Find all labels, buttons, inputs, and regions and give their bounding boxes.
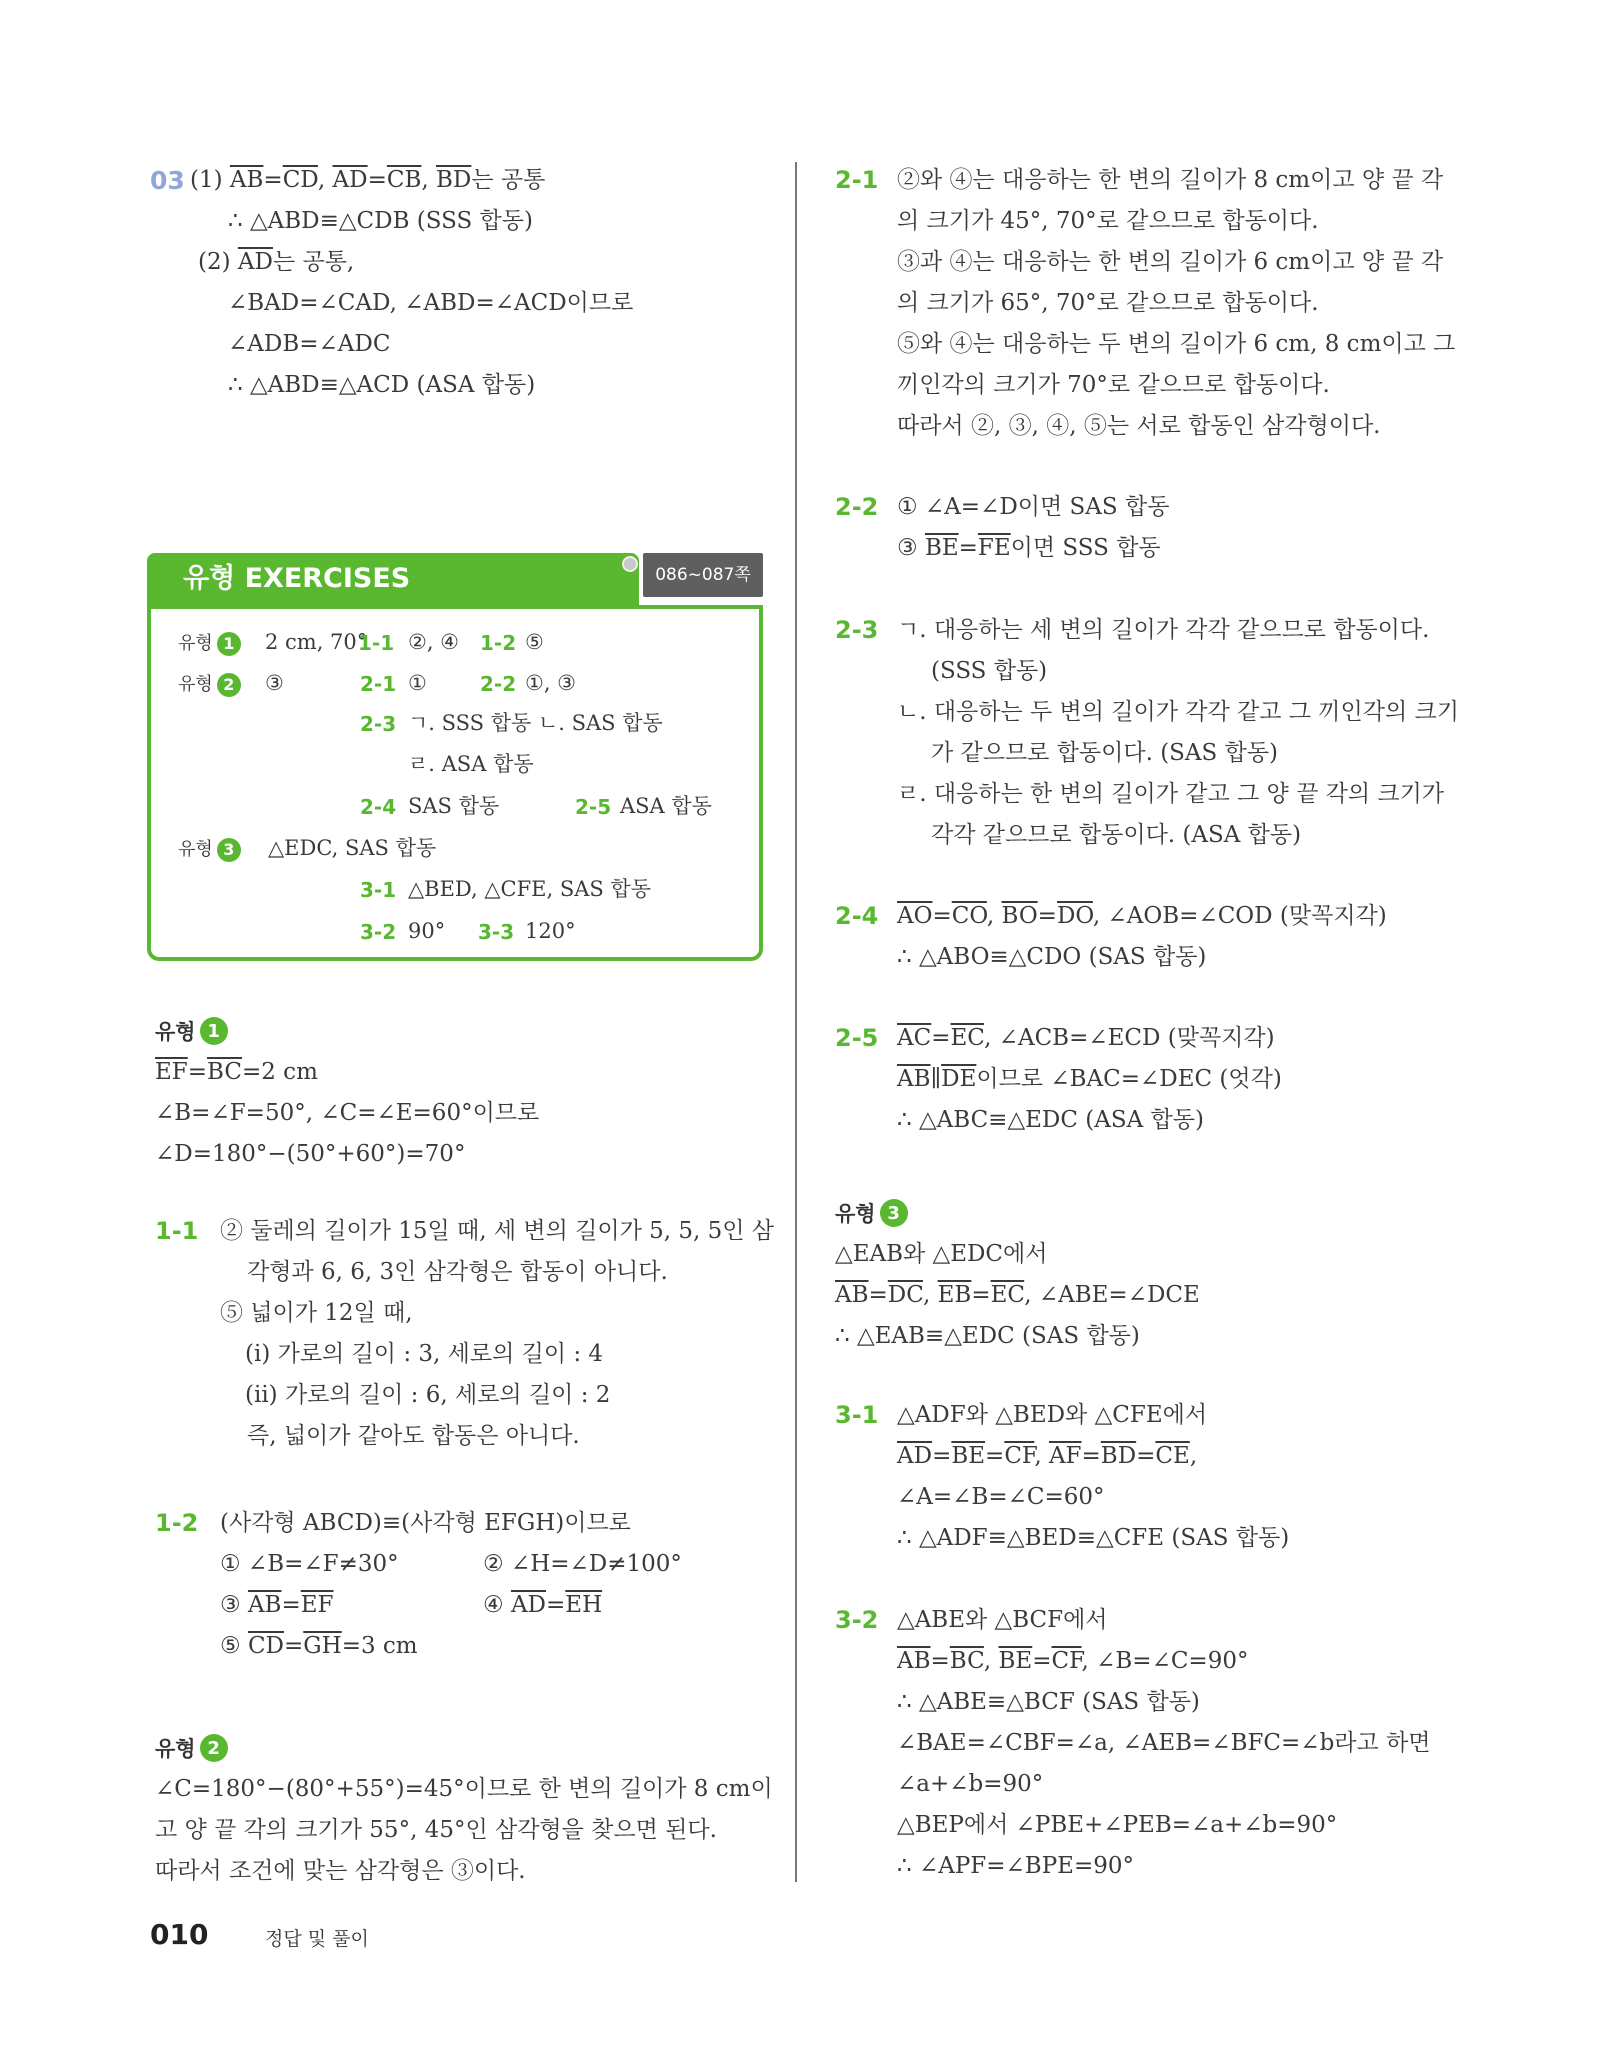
segment: $\overline{BD}$: [436, 167, 472, 193]
segment: $\overline{AC}$: [897, 1025, 932, 1051]
pin-icon: [622, 556, 638, 572]
answer: ②, ④: [408, 630, 460, 654]
text: =2 cm: [241, 1059, 318, 1085]
answer: ①, ③: [525, 671, 577, 695]
part-1-label: (1): [190, 167, 223, 193]
text-line: ∠B=∠F=50°, ∠C=∠E=60°이므로: [155, 1100, 540, 1126]
page-range-tag: 086~087쪽: [643, 553, 763, 597]
segment: $\overline{CO}$: [951, 903, 987, 929]
answer: 2 cm, 70°: [265, 630, 368, 654]
eq: =: [971, 1282, 991, 1308]
text-line: △EAB와 △EDC에서: [835, 1241, 1048, 1267]
text-line: ∠BAE=∠CBF=∠a, ∠AEB=∠BFC=∠b라고 하면: [897, 1730, 1431, 1756]
eq: =: [1136, 1443, 1156, 1469]
choice: [483, 1585, 602, 1626]
problem-3-1: [835, 1395, 1455, 1559]
problem-number: 2-1: [360, 672, 397, 696]
type-badge: 2: [217, 673, 241, 697]
eq: =: [868, 1282, 888, 1308]
text: , ∠ACB=∠ECD (맞꼭지각): [984, 1025, 1275, 1051]
type-3-section: [835, 1192, 1455, 1357]
eq: =: [187, 1059, 208, 1085]
problem-number: 2-3: [360, 712, 397, 736]
text-line: ⑤와 ④는 대응하는 두 변의 길이가 6 cm, 8 cm이고 그: [897, 331, 1456, 357]
segment: $\overline{DO}$: [1056, 903, 1093, 929]
answer: 120°: [525, 919, 576, 943]
text-line: (SSS 합동): [931, 658, 1048, 684]
choice: [155, 1626, 775, 1667]
problem-number: 3-1: [835, 1401, 879, 1429]
answer: △EDC, SAS 합동: [268, 836, 437, 860]
segment: $\overline{EC}$: [990, 1282, 1025, 1308]
text-line: ∠D=180°−(50°+60°)=70°: [155, 1141, 466, 1167]
parallel: ∥: [930, 1066, 942, 1092]
problem-number: 3-3: [478, 920, 515, 944]
text-line: ∴ △ABD≡△CDB (SSS 합동): [228, 208, 533, 234]
problem-number: 1-2: [155, 1509, 199, 1537]
choice: [220, 1585, 483, 1626]
text-line: ∴ ∠APF=∠BPE=90°: [897, 1853, 1135, 1879]
eq: =: [1037, 903, 1057, 929]
exercise-row: [178, 833, 241, 865]
text-line: 따라서 조건에 맞는 삼각형은 ③이다.: [155, 1858, 526, 1884]
segment: $\overline{AD}$: [897, 1443, 933, 1469]
sep: ,: [421, 167, 437, 193]
answer: ㄹ. ASA 합동: [408, 752, 534, 776]
segment: $\overline{AB}$: [247, 1592, 282, 1618]
text: =3 cm: [341, 1633, 418, 1659]
type-badge: 1: [200, 1017, 228, 1045]
segment: $\overline{CD}$: [247, 1633, 284, 1659]
text-line: 고 양 끝 각의 크기가 55°, 45°인 삼각형을 찾으면 된다.: [155, 1817, 717, 1843]
text-line: ∴ △ADF≡△BED≡△CFE (SAS 합동): [897, 1525, 1290, 1551]
segment: $\overline{GH}$: [303, 1633, 342, 1659]
text: (사각형 ABCD)≡(사각형 EFGH)이므로: [220, 1510, 631, 1536]
text: 는 공통,: [272, 249, 355, 275]
text-line: [835, 1641, 1455, 1682]
segment: $\overline{CE}$: [1155, 1443, 1190, 1469]
text-line: ∴ △ABE≡△BCF (SAS 합동): [897, 1689, 1200, 1715]
answer: SAS 합동: [408, 794, 500, 818]
problem-number: 3-2: [835, 1606, 879, 1634]
text-line: ㄴ. 대응하는 두 변의 길이가 각각 같고 그 끼인각의 크기: [897, 699, 1459, 725]
problem-number: 2-4: [360, 795, 397, 819]
text: △ADF와 △BED와 △CFE에서: [897, 1402, 1208, 1428]
segment: $\overline{CF}$: [1051, 1648, 1082, 1674]
sep: ,: [983, 1648, 999, 1674]
type-label: 유형: [835, 1202, 876, 1226]
segment: $\overline{BE}$: [951, 1443, 986, 1469]
eq: =: [367, 167, 387, 193]
segment: $\overline{BD}$: [1100, 1443, 1137, 1469]
text-line: 각형과 6, 6, 3인 삼각형은 합동이 아니다.: [247, 1259, 668, 1285]
text: △ABE와 △BCF에서: [897, 1607, 1108, 1633]
text-line: △BEP에서 ∠PBE+∠PEB=∠a+∠b=90°: [897, 1812, 1338, 1838]
problem-2-2: [835, 487, 1455, 569]
answer: ASA 합동: [620, 794, 712, 818]
problem-number: 1-1: [155, 1217, 199, 1245]
answer: △BED, △CFE, SAS 합동: [408, 877, 652, 901]
text-line: [835, 1275, 1455, 1316]
eq: =: [932, 903, 952, 929]
text-line: ③과 ④는 대응하는 한 변의 길이가 6 cm이고 양 끝 각: [897, 249, 1444, 275]
problem-2-5: [835, 1018, 1455, 1141]
answer: ①: [408, 671, 427, 695]
text: ② 둘레의 길이가 15일 때, 세 변의 길이가 5, 5, 5인 삼: [220, 1218, 775, 1244]
segment: $\overline{AB}$: [835, 1282, 869, 1308]
segment: $\overline{EF}$: [155, 1059, 188, 1085]
type-label: 유형: [155, 1737, 196, 1761]
page-number: 010: [150, 1918, 209, 1951]
problem-number: 1-2: [480, 631, 517, 655]
eq: =: [931, 1025, 951, 1051]
text-line: ∴ △ABC≡△EDC (ASA 합동): [897, 1107, 1204, 1133]
segment: $\overline{AB}$: [897, 1648, 931, 1674]
segment: $\overline{AB}$: [897, 1066, 931, 1092]
eq: =: [985, 1443, 1005, 1469]
text-line: ⑤ 넓이가 12일 때,: [220, 1300, 413, 1326]
text: ②와 ④는 대응하는 한 변의 길이가 8 cm이고 양 끝 각: [897, 167, 1444, 193]
problem-1-1: [155, 1211, 775, 1457]
eq: =: [958, 535, 978, 561]
text-line: 따라서 ②, ③, ④, ⑤는 서로 합동인 삼각형이다.: [897, 413, 1381, 439]
text-line: 끼인각의 크기가 70°로 같으므로 합동이다.: [897, 372, 1330, 398]
text-line: ∠BAD=∠CAD, ∠ABD=∠ACD이므로: [228, 290, 634, 316]
text-line: [835, 528, 1455, 569]
text: ④: [483, 1592, 511, 1618]
text: 이면 SSS 합동: [1010, 535, 1161, 561]
problem-number: 2-2: [835, 493, 879, 521]
text: ③: [220, 1592, 248, 1618]
text-line: [835, 1059, 1455, 1100]
part-2-label: (2): [198, 249, 238, 275]
sep: ,: [317, 167, 333, 193]
segment: $\overline{BC}$: [949, 1648, 984, 1674]
segment: $\overline{AB}$: [229, 167, 264, 193]
sep: ,: [923, 1282, 938, 1308]
segment: $\overline{DE}$: [941, 1066, 977, 1092]
text-line: ∴ △ABO≡△CDO (SAS 합동): [897, 944, 1207, 970]
segment: $\overline{AD}$: [510, 1592, 546, 1618]
answer: ㄱ. SSS 합동 ㄴ. SAS 합동: [408, 711, 663, 735]
segment: $\overline{AD}$: [332, 167, 368, 193]
segment: $\overline{EF}$: [300, 1592, 334, 1618]
text-line: (ⅰ) 가로의 길이 : 3, 세로의 길이 : 4: [245, 1341, 604, 1367]
segment: $\overline{CD}$: [282, 167, 318, 193]
exercise-row: [178, 627, 241, 659]
problem-number: 3-1: [360, 878, 397, 902]
problem-number: 1-1: [358, 631, 395, 655]
text-line: [835, 1436, 1455, 1477]
answer: ⑤: [525, 630, 544, 654]
answer: [480, 628, 516, 658]
type-label: 유형: [178, 839, 213, 860]
eq: =: [281, 1592, 301, 1618]
problem-2-1: [835, 160, 1455, 447]
text: , ∠AOB=∠COD (맞꼭지각): [1092, 903, 1387, 929]
eq: =: [546, 1592, 566, 1618]
segment: $\overline{AO}$: [897, 903, 933, 929]
segment: $\overline{AF}$: [1048, 1443, 1082, 1469]
answer: ③: [265, 671, 284, 695]
footer-title: 정답 및 풀이: [265, 1928, 369, 1950]
problem-number: 2-5: [575, 795, 612, 819]
eq: =: [1081, 1443, 1101, 1469]
text-line: ∠A=∠B=∠C=60°: [897, 1484, 1105, 1510]
text: , ∠B=∠C=90°: [1081, 1648, 1249, 1674]
text: , ∠ABE=∠DCE: [1024, 1282, 1200, 1308]
problem-2-3: [835, 610, 1459, 856]
problem-03: [150, 160, 770, 406]
sep: ,: [1034, 1443, 1049, 1469]
text-line: (ⅱ) 가로의 길이 : 6, 세로의 길이 : 2: [245, 1382, 611, 1408]
eq: =: [1032, 1648, 1052, 1674]
problem-number: 2-3: [835, 616, 879, 644]
segment: $\overline{DC}$: [887, 1282, 924, 1308]
type-badge: 3: [217, 838, 241, 862]
text-line: 각각 같으므로 합동이다. (ASA 합동): [931, 822, 1302, 848]
answer: 90°: [408, 919, 446, 943]
type-label: 유형: [155, 1020, 196, 1044]
eq: =: [263, 167, 283, 193]
problem-number: 2-1: [835, 166, 879, 194]
text-line: 의 크기가 65°, 70°로 같으므로 합동이다.: [897, 290, 1319, 316]
type-badge: 1: [217, 632, 241, 656]
text-line: 의 크기가 45°, 70°로 같으므로 합동이다.: [897, 208, 1319, 234]
type-2-section: [155, 1727, 775, 1892]
sep: ,: [986, 903, 1002, 929]
text-line: ∴ △EAB≡△EDC (SAS 합동): [835, 1323, 1140, 1349]
text-line: ∠C=180°−(80°+55°)=45°이므로 한 변의 길이가 8 cm이: [155, 1776, 773, 1802]
segment: $\overline{BC}$: [207, 1059, 242, 1085]
text: ① ∠A=∠D이면 SAS 합동: [897, 494, 1170, 520]
type-label: 유형: [178, 633, 213, 654]
answer: [358, 628, 394, 658]
problem-1-2: [155, 1503, 775, 1667]
problem-number: 3-2: [360, 920, 397, 944]
choice: ① ∠B=∠F≠30°: [220, 1551, 399, 1577]
problem-2-4: [835, 896, 1455, 978]
eq: =: [283, 1633, 304, 1659]
text: ③: [897, 535, 925, 561]
segment: $\overline{BO}$: [1001, 903, 1038, 929]
text-line: [150, 242, 770, 283]
problem-number: 2-5: [835, 1024, 879, 1052]
type-1-section: [155, 1010, 775, 1175]
text-line: ∠ADB=∠ADC: [228, 331, 391, 357]
text: ,: [1189, 1443, 1198, 1469]
text-line: ∴ △ABD≡△ACD (ASA 합동): [228, 372, 536, 398]
text: ⑤: [220, 1633, 248, 1659]
segment: $\overline{BE}$: [924, 535, 959, 561]
segment: $\overline{AD}$: [237, 249, 273, 275]
segment: $\overline{EH}$: [565, 1592, 603, 1618]
segment: $\overline{CF}$: [1004, 1443, 1035, 1469]
column-divider: [795, 162, 797, 1882]
choice: ② ∠H=∠D≠100°: [483, 1551, 682, 1577]
text-line: ㄹ. 대응하는 한 변의 길이가 같고 그 양 끝 각의 크기가: [897, 781, 1444, 807]
text: 이므로 ∠BAC=∠DEC (엇각): [976, 1066, 1282, 1092]
eq: =: [932, 1443, 952, 1469]
problem-03-number: 03: [150, 166, 185, 195]
segment: $\overline{EC}$: [950, 1025, 985, 1051]
text-line: ∠a+∠b=90°: [897, 1771, 1044, 1797]
segment: $\overline{CB}$: [386, 167, 422, 193]
text-line: [155, 1052, 775, 1093]
exercise-row: [178, 668, 241, 700]
segment: $\overline{FE}$: [977, 535, 1011, 561]
segment: $\overline{EB}$: [937, 1282, 972, 1308]
eq: =: [930, 1648, 950, 1674]
type-badge: 2: [200, 1734, 228, 1762]
type-badge: 3: [880, 1199, 908, 1227]
text-line: 즉, 넓이가 같아도 합동은 아니다.: [247, 1423, 580, 1449]
exercises-title: 유형 EXERCISES: [147, 553, 639, 605]
type-label: 유형: [178, 674, 213, 695]
text-line: 가 같으므로 합동이다. (SAS 합동): [931, 740, 1279, 766]
problem-number: 2-4: [835, 902, 879, 930]
problem-3-2: [835, 1600, 1455, 1887]
problem-number: 2-2: [480, 672, 517, 696]
text: ㄱ. 대응하는 세 변의 길이가 각각 같으므로 합동이다.: [897, 617, 1430, 643]
text: 는 공통: [471, 167, 546, 193]
segment: $\overline{BE}$: [998, 1648, 1033, 1674]
